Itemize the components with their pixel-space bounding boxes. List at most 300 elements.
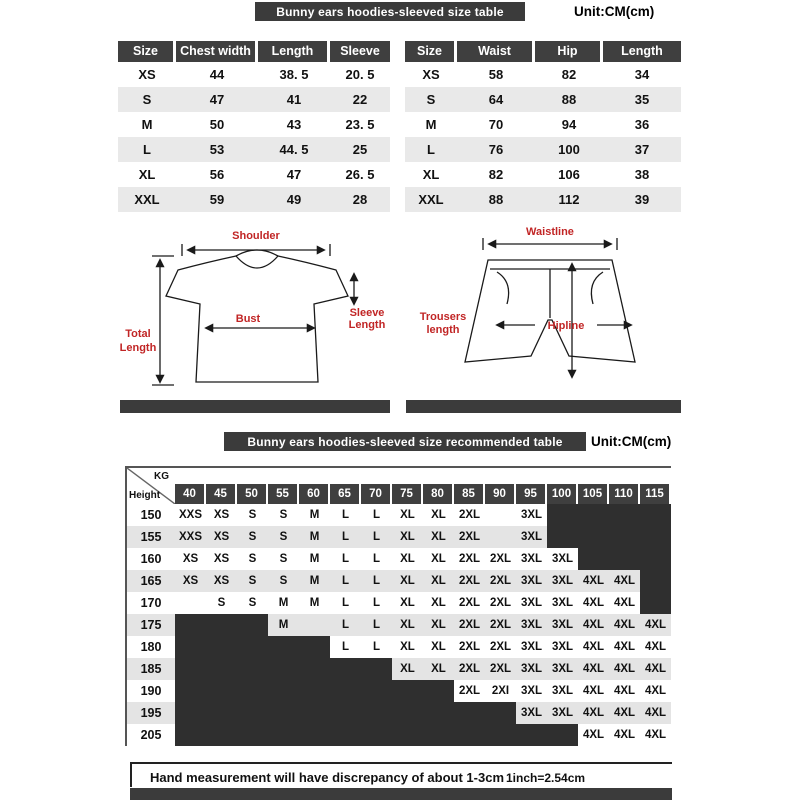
size-cell: 4XL (582, 597, 605, 609)
right-pocket (591, 272, 603, 304)
sleeve-length-label-1: Sleeve (349, 307, 385, 319)
size-cell: 3XL (520, 509, 543, 521)
size-cell (361, 658, 392, 680)
column-header: Length (603, 41, 681, 62)
recommended-table-title: Bunny ears hoodies-sleeved size recommended table (224, 432, 586, 451)
height-label: Height (129, 490, 161, 501)
table-cell: 64 (488, 92, 504, 107)
table-row (118, 112, 390, 137)
size-cell: L (330, 614, 361, 636)
size-cell (299, 724, 330, 746)
size-cell: 2XL (489, 553, 512, 565)
table-cell: XL (422, 167, 440, 182)
table-row (405, 112, 681, 137)
size-cell: 4XL (578, 658, 609, 680)
size-cell: 3XL (551, 641, 574, 653)
size-cell (206, 658, 237, 680)
size-cell: XS (206, 526, 237, 548)
height-row-label: 160 (140, 552, 162, 566)
table-cell: 53 (209, 142, 225, 157)
size-cell (640, 548, 671, 570)
tshirt-collar (236, 250, 278, 256)
size-cell (237, 614, 268, 636)
size-cell (237, 702, 268, 724)
size-cell (268, 636, 299, 658)
table-cell: 49 (286, 192, 302, 207)
size-cell: L (361, 570, 392, 592)
height-row-label: 185 (127, 658, 175, 680)
size-cell (206, 614, 237, 636)
size-cell: L (361, 526, 392, 548)
size-cell (268, 702, 299, 724)
size-cell: L (372, 509, 381, 521)
size-cell: L (372, 597, 381, 609)
height-row-label: 155 (127, 526, 175, 548)
size-cell (640, 570, 671, 592)
size-cell (268, 658, 299, 680)
size-cell: 3XL (547, 658, 578, 680)
bust-label: Bust (235, 313, 261, 325)
table-cell: 35 (634, 92, 650, 107)
size-cell (361, 702, 392, 724)
size-cell: 2XI (491, 685, 510, 697)
size-cell: S (279, 509, 288, 521)
table-row (118, 187, 390, 212)
size-cell: XL (392, 570, 423, 592)
trousers-length-label-1: Trousers (419, 311, 467, 323)
size-cell (299, 636, 330, 658)
sleeve-length-label-2: Length (348, 319, 386, 331)
height-row-label: 175 (127, 614, 175, 636)
size-cell (578, 548, 609, 570)
size-cell: 3XL (516, 614, 547, 636)
size-cell (175, 636, 206, 658)
size-cell (423, 702, 454, 724)
size-cell (330, 680, 361, 702)
size-cell: 3XL (516, 570, 547, 592)
table-cell: 94 (561, 117, 577, 132)
size-cell: 2XL (454, 614, 485, 636)
weight-header: 75 (392, 484, 423, 504)
size-cell (454, 702, 485, 724)
weight-header: 80 (423, 484, 454, 504)
size-cell: 3XL (520, 685, 543, 697)
size-cell (268, 724, 299, 746)
table-cell: 36 (634, 117, 650, 132)
size-cell: XL (392, 614, 423, 636)
table-cell: 39 (634, 192, 650, 207)
size-cell: 3XL (547, 614, 578, 636)
weight-header: 40 (175, 484, 206, 504)
size-cell (578, 504, 609, 526)
size-cell (237, 636, 268, 658)
size-cell: 2XL (485, 570, 516, 592)
size-cell (330, 658, 361, 680)
table-row (405, 137, 681, 162)
height-row-label: 150 (140, 508, 162, 522)
table-cell: 23. 5 (345, 117, 375, 132)
size-cell: 2XL (454, 570, 485, 592)
table-cell: 50 (209, 117, 225, 132)
total-length-label-1: Total (125, 328, 151, 340)
size-cell (206, 680, 237, 702)
table-cell: 37 (634, 142, 650, 157)
size-cell (485, 504, 516, 526)
table-cell: XS (422, 67, 440, 82)
table-cell: 59 (209, 192, 225, 207)
size-cell: XL (400, 509, 415, 521)
size-cell (640, 526, 671, 548)
height-row-label: 170 (140, 596, 162, 610)
weight-header: 50 (237, 484, 268, 504)
size-cell (361, 680, 392, 702)
size-cell: 2XL (458, 597, 481, 609)
table-row (405, 187, 681, 212)
size-cell: 4XL (578, 614, 609, 636)
size-cell: XL (392, 526, 423, 548)
size-cell: 4XL (582, 641, 605, 653)
size-cell: 4XL (582, 685, 605, 697)
size-cell: S (237, 570, 268, 592)
size-cell (392, 680, 423, 702)
size-cell: 4XL (578, 702, 609, 724)
measurement-discrepancy-note: Hand measurement will have discrepancy of about 1-3cm (150, 770, 505, 785)
weight-header: 85 (454, 484, 485, 504)
bottom-bar (130, 788, 672, 800)
left-pocket (497, 272, 509, 304)
size-cell: S (237, 526, 268, 548)
size-cell: 2XL (485, 658, 516, 680)
size-cell: 4XL (644, 685, 667, 697)
shorts-table-header (405, 41, 681, 62)
size-cell (175, 680, 206, 702)
size-cell (485, 702, 516, 724)
size-cell: 3XL (551, 597, 574, 609)
size-cell (299, 658, 330, 680)
unit-label-top: Unit:CM(cm) (574, 4, 655, 19)
weight-header: 105 (578, 484, 609, 504)
table-cell: 88 (561, 92, 577, 107)
size-cell: L (341, 553, 350, 565)
size-recommendation-grid (127, 468, 671, 746)
table-cell: 47 (286, 167, 302, 182)
size-cell: S (279, 553, 288, 565)
size-cell: XL (423, 658, 454, 680)
weight-header: 45 (206, 484, 237, 504)
size-cell: 2XL (454, 658, 485, 680)
size-cell (206, 636, 237, 658)
size-cell: XL (431, 641, 446, 653)
hoodie-table-title: Bunny ears hoodies-sleeved size table (255, 2, 525, 21)
shorts-measurement-diagram (405, 222, 682, 400)
size-cell: 2XL (458, 553, 481, 565)
table-row (118, 162, 390, 187)
size-cell: XL (400, 641, 415, 653)
size-cell: XS (213, 553, 230, 565)
size-cell: M (309, 597, 320, 609)
size-cell: L (330, 570, 361, 592)
size-cell (175, 724, 206, 746)
size-cell: 3XL (547, 570, 578, 592)
size-cell: 2XL (489, 597, 512, 609)
size-cell (299, 680, 330, 702)
size-cell: 4XL (609, 614, 640, 636)
size-cell: S (268, 570, 299, 592)
table-cell: 100 (558, 142, 580, 157)
table-cell: L (143, 142, 151, 157)
unit-label-bottom: Unit:CM(cm) (591, 434, 672, 449)
size-cell: XS (182, 553, 199, 565)
size-cell (640, 504, 671, 526)
size-cell: M (309, 553, 320, 565)
tshirt-measurement-diagram (118, 222, 392, 400)
size-cell (547, 526, 578, 548)
size-cell (516, 724, 547, 746)
table-row (118, 87, 390, 112)
size-cell: 3XL (516, 658, 547, 680)
weight-header: 95 (516, 484, 547, 504)
weight-header: 90 (485, 484, 516, 504)
size-cell: 2XL (458, 509, 481, 521)
weight-header: 115 (640, 484, 671, 504)
table-row (405, 87, 681, 112)
table-cell: 22 (352, 92, 368, 107)
size-cell (268, 680, 299, 702)
size-cell: L (341, 641, 350, 653)
size-cell (299, 702, 330, 724)
size-cell (609, 548, 640, 570)
size-cell (485, 724, 516, 746)
column-header: Waist (457, 41, 535, 62)
table-cell: 82 (561, 67, 577, 82)
size-cell: XL (423, 526, 454, 548)
size-cell: M (309, 509, 320, 521)
size-cell: 4XL (609, 570, 640, 592)
size-cell (237, 658, 268, 680)
column-header: Chest width (176, 41, 258, 62)
size-cell: 4XL (609, 702, 640, 724)
size-cell: 2XL (485, 614, 516, 636)
size-cell (547, 724, 578, 746)
table-cell: S (426, 92, 436, 107)
size-cell: 3XL (516, 702, 547, 724)
table-cell: 88 (488, 192, 504, 207)
size-cell: 4XL (613, 641, 636, 653)
height-row-label: 195 (127, 702, 175, 724)
size-cell: 4XL (640, 658, 671, 680)
size-cell: L (372, 553, 381, 565)
size-cell: 4XL (644, 641, 667, 653)
size-cell: 4XL (582, 729, 605, 741)
size-cell: 3XL (520, 597, 543, 609)
table-cell: XXL (418, 192, 444, 207)
column-header: Size (118, 41, 176, 62)
size-cell: M (268, 614, 299, 636)
table-cell: 70 (488, 117, 504, 132)
size-cell (640, 592, 671, 614)
size-cell: 3XL (551, 685, 574, 697)
size-cell: 4XL (613, 597, 636, 609)
size-cell: L (341, 597, 350, 609)
size-cell: XS (175, 570, 206, 592)
size-cell: XS (213, 509, 230, 521)
size-cell: XL (400, 597, 415, 609)
size-cell (361, 724, 392, 746)
size-cell: XL (392, 658, 423, 680)
total-length-label-2: Length (119, 342, 157, 354)
table-cell: 58 (488, 67, 504, 82)
size-cell: S (248, 509, 257, 521)
size-cell (609, 526, 640, 548)
size-cell: 3XL (547, 702, 578, 724)
size-cell (392, 724, 423, 746)
table-row (118, 137, 390, 162)
size-cell: 3XL (551, 553, 574, 565)
size-cell: XL (423, 570, 454, 592)
divider-bar-right (406, 400, 681, 413)
size-cell: XL (400, 553, 415, 565)
size-cell: XL (423, 614, 454, 636)
size-cell: 4XL (613, 685, 636, 697)
size-cell: 3XL (516, 526, 547, 548)
size-cell: S (268, 526, 299, 548)
shorts-table-body (405, 62, 681, 212)
size-cell: XXS (175, 526, 206, 548)
size-cell (547, 504, 578, 526)
table-cell: 38 (634, 167, 650, 182)
size-cell (206, 724, 237, 746)
height-row-label: 165 (127, 570, 175, 592)
size-cell (175, 614, 206, 636)
size-cell: 4XL (609, 658, 640, 680)
size-cell: 3XL (520, 553, 543, 565)
shoulder-label: Shoulder (232, 230, 280, 242)
size-cell (578, 526, 609, 548)
size-cell (330, 702, 361, 724)
table-cell: 26. 5 (345, 167, 375, 182)
size-cell: 4XL (640, 614, 671, 636)
size-cell: XL (431, 509, 446, 521)
column-header: Sleeve (330, 41, 390, 62)
weight-header: 65 (330, 484, 361, 504)
table-cell: S (142, 92, 152, 107)
size-recommendation-table (125, 466, 671, 746)
footer-note-box (130, 762, 672, 787)
size-cell (175, 658, 206, 680)
table-cell: 56 (209, 167, 225, 182)
size-cell (175, 702, 206, 724)
size-cell (485, 526, 516, 548)
size-cell (175, 592, 206, 614)
table-cell: 41 (286, 92, 302, 107)
table-cell: XXL (134, 192, 160, 207)
size-cell (237, 680, 268, 702)
table-cell: 44. 5 (279, 142, 309, 157)
table-cell: 112 (558, 192, 580, 207)
size-cell: 4XL (644, 729, 667, 741)
size-cell: S (248, 553, 257, 565)
size-cell (423, 724, 454, 746)
size-cell: XL (431, 597, 446, 609)
size-cell: 4XL (578, 570, 609, 592)
divider-bar-left (120, 400, 390, 413)
size-cell (237, 724, 268, 746)
size-cell: S (217, 597, 226, 609)
inch-conversion-note: 1inch=2.54cm (506, 771, 586, 785)
column-header: Size (405, 41, 457, 62)
size-cell (392, 702, 423, 724)
table-cell: XS (138, 67, 156, 82)
table-cell: 44 (209, 67, 225, 82)
size-cell: 4XL (640, 702, 671, 724)
size-cell: L (361, 614, 392, 636)
height-row-label: 180 (140, 640, 162, 654)
table-cell: 106 (558, 167, 580, 182)
table-cell: 28 (352, 192, 368, 207)
table-row (405, 62, 681, 87)
weight-header: 70 (361, 484, 392, 504)
size-cell (330, 724, 361, 746)
table-row (405, 162, 681, 187)
table-cell: 25 (352, 142, 368, 157)
kg-label: KG (154, 471, 169, 482)
size-cell (299, 614, 330, 636)
size-cell (454, 724, 485, 746)
table-cell: 82 (488, 167, 504, 182)
table-cell: M (425, 117, 437, 132)
weight-header: 110 (609, 484, 640, 504)
height-row-label: 190 (140, 684, 162, 698)
trousers-length-label-2: length (426, 324, 460, 336)
size-cell: S (248, 597, 257, 609)
table-cell: 43 (286, 117, 302, 132)
table-cell: M (141, 117, 153, 132)
size-cell: M (299, 570, 330, 592)
table-cell: 38. 5 (279, 67, 309, 82)
size-cell: 3XL (520, 641, 543, 653)
table-cell: XL (138, 167, 156, 182)
shorts-size-table (405, 41, 681, 212)
column-header: Hip (535, 41, 603, 62)
size-cell: L (330, 526, 361, 548)
size-cell: 2XL (489, 641, 512, 653)
table-cell: 34 (634, 67, 650, 82)
size-cell: XL (431, 553, 446, 565)
size-cell: XXS (178, 509, 202, 521)
corner-cell (127, 468, 175, 504)
size-cell (609, 504, 640, 526)
hoodie-table-header (118, 41, 390, 62)
size-cell: L (341, 509, 350, 521)
size-cell: XS (206, 570, 237, 592)
weight-header: 100 (547, 484, 578, 504)
size-cell: M (299, 526, 330, 548)
size-cell: M (278, 597, 289, 609)
table-row (118, 62, 390, 87)
size-cell: L (372, 641, 381, 653)
size-cell: 2XL (458, 685, 481, 697)
waistline-label: Waistline (526, 226, 574, 238)
table-cell: 76 (488, 142, 504, 157)
table-cell: 47 (209, 92, 225, 107)
hipline-label: Hipline (547, 320, 585, 332)
size-cell (206, 702, 237, 724)
column-header: Length (258, 41, 330, 62)
height-row-label: 205 (140, 728, 162, 742)
hoodie-table-body (118, 62, 390, 212)
table-cell: L (427, 142, 435, 157)
size-cell (423, 680, 454, 702)
